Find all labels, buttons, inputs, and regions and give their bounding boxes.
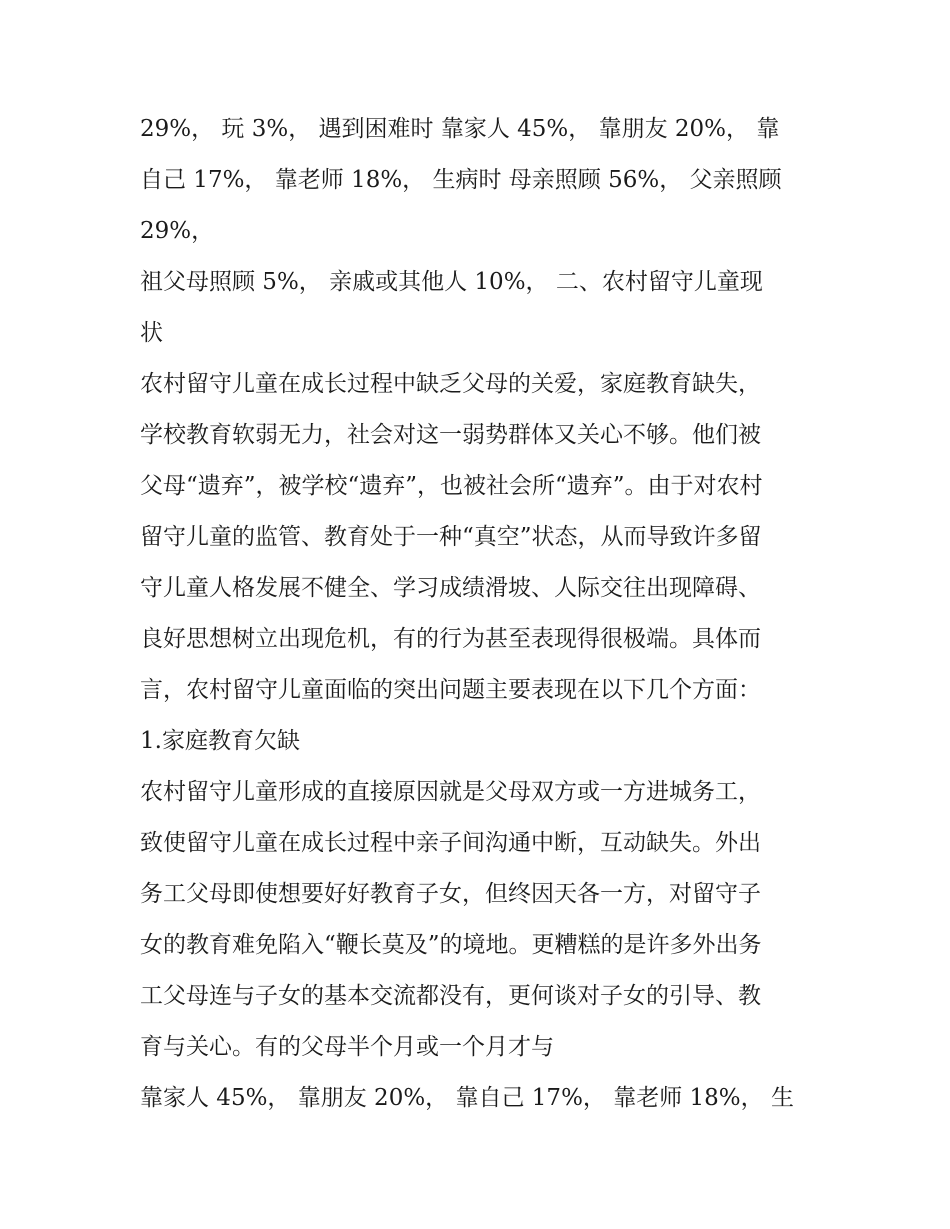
family-education-paragraph: 农村留守儿童形成的直接原因就是父母双方或一方进城务工， 致使留守儿童在成长过程中亲子间沟通中断，互动缺失。外出 务工父母即使想要好好教育子女，但终因天各一方，对留守子 女的教育难免陷入“鞭长莫及”的境地。更糟糕的是许多外出务 工父母连与子女的基本交流都没有，更何谈对子女的引导、教 育与关心。有的父母半个月或一个月才与 (140, 779, 762, 1060)
status-overview-paragraph: 农村留守儿童在成长过程中缺乏父母的关爱，家庭教育缺失， 学校教育软弱无力，社会对这一弱势群体又关心不够。他们被 父母“遗弃”，被学校“遗弃”，也被社会所“遗弃”。由于对农村 留守儿童的监管、教育处于一种“真空”状态，从而导致许多留 守儿童人格发展不健全、学习成绩滑坡、人际交往出现障碍、 良好思想树立出现危机，有的行为甚至表现得很极端。具体而 言，农村留守儿童面临的突出问题主要表现在以下几个方面： (140, 371, 763, 703)
document-body (140, 104, 830, 1124)
survey-results-paragraph: 29%， 玩 3%， 遇到困难时 靠家人 45%， 靠朋友 20%， 靠 自己 17%， 靠老师 18%， 生病时 母亲照顾 56%， 父亲照顾 29%， (140, 116, 782, 244)
section-heading: 1.家庭教育欠缺 (140, 728, 300, 754)
survey-results-continued-paragraph: 祖父母照顾 5%， 亲戚或其他人 10%， 二、农村留守儿童现 状 (140, 269, 763, 346)
survey-results-fragment-paragraph: 靠家人 45%， 靠朋友 20%， 靠自己 17%， 靠老师 18%， 生 (140, 1085, 794, 1111)
